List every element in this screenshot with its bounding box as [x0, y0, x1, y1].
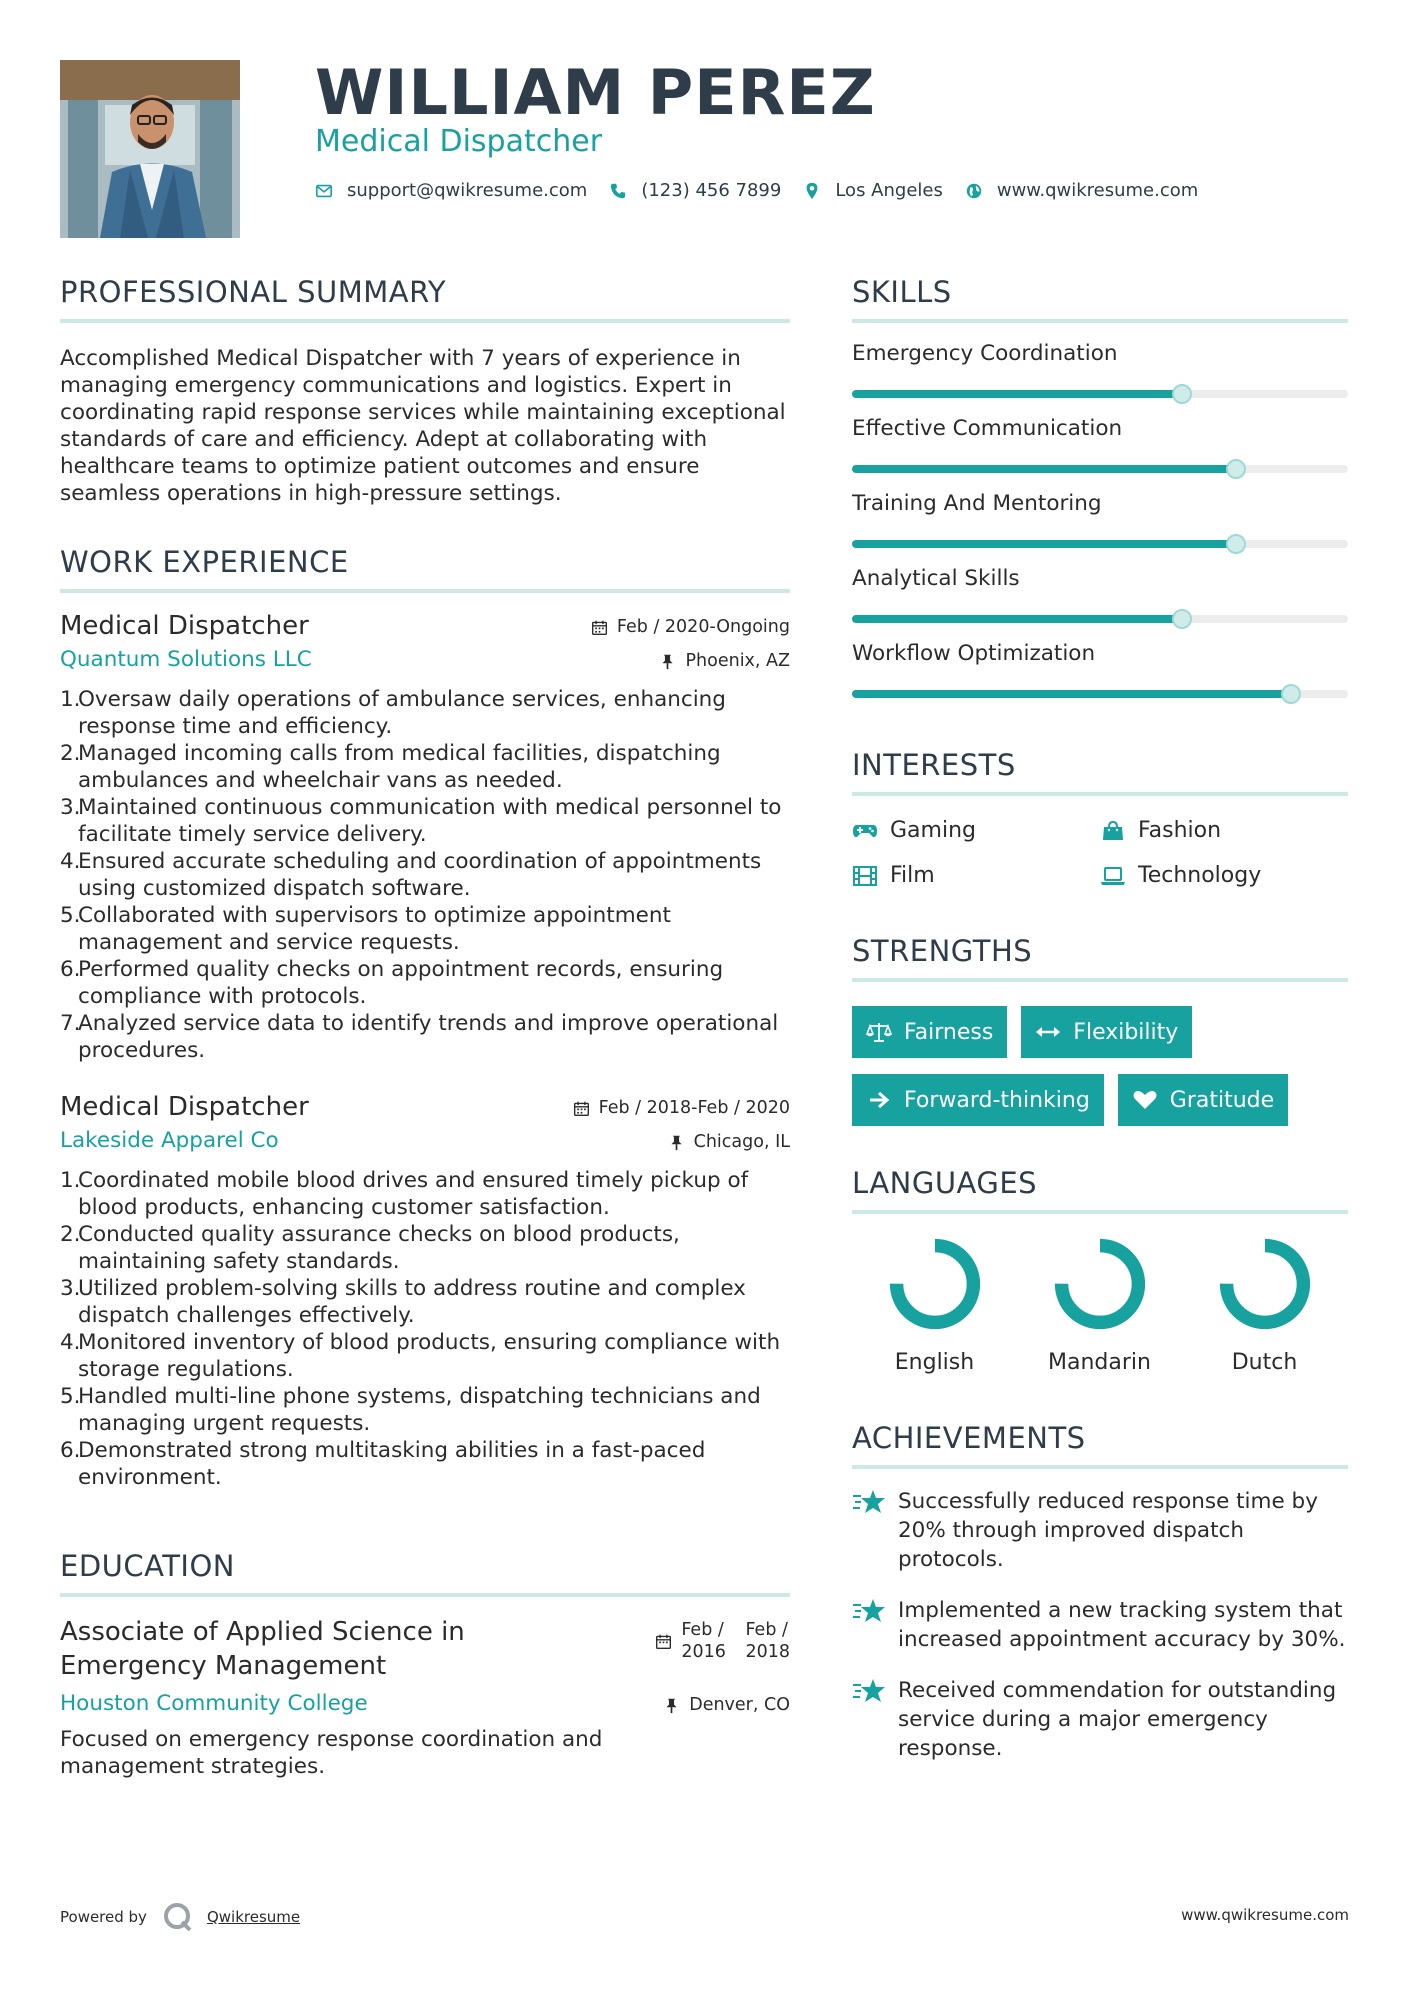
language-item [852, 1236, 1017, 1375]
laptop-icon [1100, 865, 1126, 887]
interest-label: Technology [1138, 863, 1262, 888]
interest-label: Film [890, 863, 935, 888]
interest-label: Fashion [1138, 818, 1222, 843]
footer-powered-by [60, 1900, 300, 1934]
heart-icon [1132, 1089, 1158, 1111]
phone-icon [609, 182, 627, 200]
skill-item [852, 341, 1348, 398]
pushpin-icon [659, 653, 676, 670]
language-name: English [894, 1350, 975, 1375]
interest-item [1100, 818, 1348, 843]
summary-heading: PROFESSIONAL SUMMARY [60, 275, 790, 323]
list-item: 5. Handled multi-line phone systems, dispatching technicians and managing urgent requests. [60, 1384, 761, 1436]
calendar-icon [573, 1100, 590, 1117]
pushpin-icon [668, 1134, 685, 1151]
language-item [1017, 1236, 1182, 1375]
edu-start-year: 2016 [681, 1642, 726, 1662]
strength-label: Forward-thinking [904, 1087, 1090, 1113]
job-date [591, 617, 790, 637]
list-item: 3. Utilized problem-solving skills to address routine and complex dispatch challenges effectively. [60, 1276, 746, 1328]
interest-item [1100, 863, 1348, 888]
language-name: Dutch [1231, 1350, 1298, 1375]
job-location-text: Chicago, IL [693, 1132, 790, 1152]
film-icon [852, 865, 878, 887]
achievement-item [852, 1676, 1348, 1763]
achievement-text: Implemented a new tracking system that increased appointment accuracy by 30%. [898, 1598, 1346, 1652]
skill-name: Workflow Optimization [852, 641, 1096, 666]
calendar-icon [655, 1633, 672, 1650]
job-company: Lakeside Apparel Co [60, 1128, 279, 1153]
skill-fill [852, 690, 1291, 698]
job-entry-1 [60, 611, 790, 1064]
skill-knob [1172, 384, 1192, 404]
qwikresume-logo-icon [161, 1900, 195, 1934]
language-name: Mandarin [1048, 1350, 1151, 1375]
interests-grid [852, 818, 1348, 888]
language-progress-ring [1217, 1236, 1313, 1332]
list-item: 4. Monitored inventory of blood products, ensuring compliance with storage regulations. [60, 1330, 781, 1382]
language-item [1182, 1236, 1347, 1375]
skill-bar [852, 615, 1348, 623]
globe-icon [965, 182, 983, 200]
education-location-text: Denver, CO [689, 1695, 790, 1715]
skill-item [852, 566, 1348, 623]
degree-title [60, 1615, 465, 1683]
contact-location: Los Angeles [835, 180, 943, 201]
degree-line-2: Emergency Management [60, 1651, 387, 1681]
degree-line-1: Associate of Applied Science in [60, 1617, 465, 1647]
strength-label: Gratitude [1169, 1087, 1275, 1113]
education-location [663, 1695, 790, 1715]
contact-bar [315, 180, 1220, 201]
strength-label: Fairness [904, 1019, 994, 1045]
interest-label: Gaming [890, 818, 976, 843]
list-item: 7. Analyzed service data to identify trends and improve operational procedures. [60, 1011, 779, 1063]
education-description: Focused on emergency response coordination and management strategies. [60, 1727, 603, 1779]
interests-heading: INTERESTS [852, 748, 1348, 796]
contact-website[interactable]: www.qwikresume.com [996, 180, 1199, 201]
star-burst-icon [852, 1488, 886, 1516]
achievements-heading: ACHIEVEMENTS [852, 1421, 1348, 1469]
list-item: 4. Ensured accurate scheduling and coordination of appointments using customized dispatch software. [60, 849, 762, 901]
edu-start-month: Feb / [681, 1620, 724, 1640]
skill-fill [852, 465, 1236, 473]
skill-fill [852, 615, 1182, 623]
footer-website[interactable]: www.qwikresume.com [1181, 1906, 1349, 1924]
school-name: Houston Community College [60, 1691, 368, 1716]
strength-badge [1118, 1074, 1288, 1126]
skill-name: Effective Communication [852, 416, 1123, 441]
list-item: 6. Performed quality checks on appointment records, ensuring compliance with protocols. [60, 957, 724, 1009]
star-burst-icon [852, 1597, 886, 1625]
summary-text: Accomplished Medical Dispatcher with 7 years of experience in managing emergency communications and logistics. Expert in coordinating rapid response services while maintaining exceptional standards of care and efficiency. Adept at collaborating with healthcare teams to optimize patient outcomes and ensure seamless operations in high-pressure settings. [60, 346, 786, 506]
achievement-text: Successfully reduced response time by 20% through improved dispatch protocols. [898, 1489, 1318, 1572]
skill-name: Training And Mentoring [852, 491, 1102, 516]
achievements-list [852, 1487, 1348, 1763]
skill-item [852, 641, 1348, 698]
job-company: Quantum Solutions LLC [60, 647, 312, 672]
list-item: 5. Collaborated with supervisors to optimize appointment management and service requests. [60, 903, 671, 955]
balance-scale-icon [866, 1021, 892, 1043]
list-item: 2. Conducted quality assurance checks on blood products, maintaining safety standards. [60, 1222, 680, 1274]
strength-badge [852, 1074, 1104, 1126]
list-item: 1. Oversaw daily operations of ambulance services, enhancing response time and efficiency. [60, 687, 726, 739]
skill-bar [852, 540, 1348, 548]
achievement-item [852, 1596, 1348, 1654]
job-date-text: Feb / 2018-Feb / 2020 [598, 1098, 790, 1118]
brand-link[interactable]: Qwikresume [206, 1908, 301, 1926]
job-date [573, 1098, 790, 1118]
strength-label: Flexibility [1073, 1019, 1179, 1045]
candidate-name: WILLIAM PEREZ [315, 56, 876, 129]
right-column [852, 275, 1348, 1763]
envelope-icon [315, 182, 333, 200]
education-entry [60, 1615, 790, 1780]
achievement-item [852, 1487, 1348, 1574]
shopping-bag-icon [1100, 820, 1126, 842]
job-title: Medical Dispatcher [60, 1092, 309, 1122]
education-heading: EDUCATION [60, 1549, 790, 1597]
strengths-list [852, 1006, 1348, 1126]
job-location [668, 1132, 790, 1152]
experience-heading: WORK EXPERIENCE [60, 545, 790, 593]
edu-end-month: Feb / [745, 1620, 788, 1640]
job-location-text: Phoenix, AZ [685, 651, 790, 671]
job-duties-list [60, 686, 790, 1064]
skill-knob [1226, 534, 1246, 554]
powered-by-text: Powered by [60, 1908, 147, 1926]
interest-item [852, 863, 1100, 888]
map-pin-icon [803, 182, 821, 200]
pushpin-icon [663, 1697, 680, 1714]
skill-knob [1281, 684, 1301, 704]
strengths-heading: STRENGTHS [852, 934, 1348, 982]
job-duties-list [60, 1167, 790, 1491]
calendar-icon [591, 619, 608, 636]
interest-item [852, 818, 1100, 843]
arrow-right-icon [866, 1089, 892, 1111]
skills-heading: SKILLS [852, 275, 1348, 323]
job-title: Medical Dispatcher [60, 611, 309, 641]
skills-list [852, 341, 1348, 698]
star-burst-icon [852, 1677, 886, 1705]
skill-bar [852, 465, 1348, 473]
list-item: 6. Demonstrated strong multitasking abilities in a fast-paced environment. [60, 1438, 706, 1490]
skill-name: Analytical Skills [852, 566, 1020, 591]
candidate-title: Medical Dispatcher [315, 124, 603, 159]
contact-email[interactable]: support@qwikresume.com [347, 180, 588, 201]
strength-badge [1021, 1006, 1192, 1058]
job-location [659, 651, 790, 671]
skill-bar [852, 690, 1348, 698]
profile-photo [60, 60, 240, 238]
languages-list [852, 1236, 1348, 1375]
education-dates [655, 1619, 790, 1663]
skill-name: Emergency Coordination [852, 341, 1118, 366]
gamepad-icon [852, 820, 878, 842]
list-item: 3. Maintained continuous communication with medical personnel to facilitate timely service delivery. [60, 795, 782, 847]
list-item: 1. Coordinated mobile blood drives and ensured timely pickup of blood products, enhancing customer satisfaction. [60, 1168, 749, 1220]
skill-knob [1226, 459, 1246, 479]
edu-end-year: 2018 [745, 1642, 790, 1662]
achievement-text: Received commendation for outstanding service during a major emergency response. [898, 1678, 1337, 1761]
skill-item [852, 491, 1348, 548]
arrows-horizontal-icon [1035, 1021, 1061, 1043]
language-progress-ring [1052, 1236, 1148, 1332]
strength-badge [852, 1006, 1007, 1058]
job-entry-2 [60, 1092, 790, 1491]
skill-knob [1172, 609, 1192, 629]
skill-fill [852, 540, 1236, 548]
job-date-text: Feb / 2020-Ongoing [616, 617, 790, 637]
left-column [60, 275, 790, 1780]
skill-bar [852, 390, 1348, 398]
list-item: 2. Managed incoming calls from medical facilities, dispatching ambulances and wheelchair vans as needed. [60, 741, 721, 793]
skill-item [852, 416, 1348, 473]
contact-phone[interactable]: (123) 456 7899 [641, 180, 782, 201]
skill-fill [852, 390, 1182, 398]
languages-heading: LANGUAGES [852, 1166, 1348, 1214]
language-progress-ring [887, 1236, 983, 1332]
